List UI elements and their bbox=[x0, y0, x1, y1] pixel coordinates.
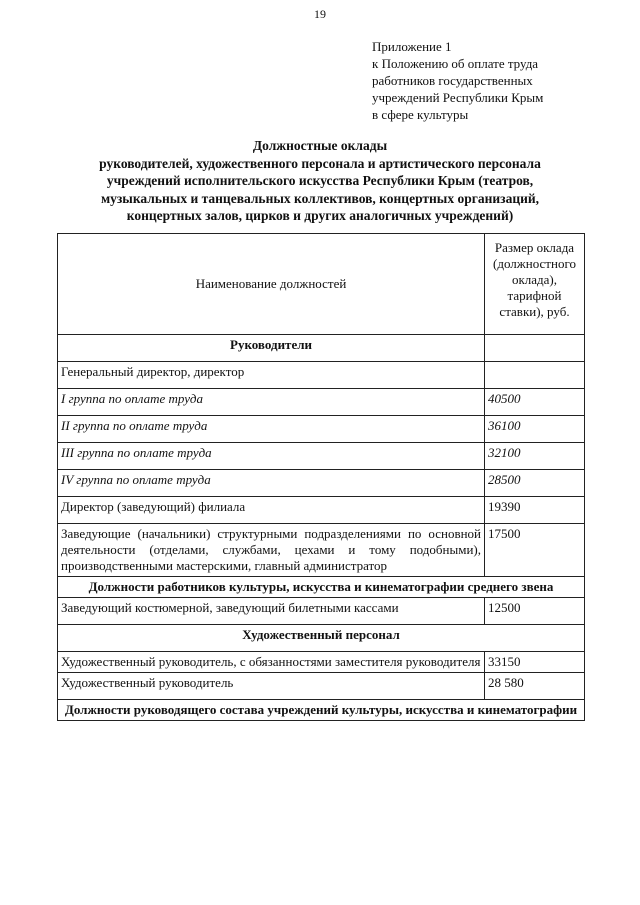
section-title: Должности работников культуры, искусства и кинематографии среднего звена bbox=[58, 577, 585, 598]
section-title: Должности руководящего состава учреждений культуры, искусства и кинематографии bbox=[58, 700, 585, 721]
position-name: III группа по оплате труда bbox=[58, 443, 485, 470]
position-name: Художественный руководитель bbox=[58, 673, 485, 700]
salary-value: 17500 bbox=[485, 524, 585, 577]
page-number: 19 bbox=[314, 7, 326, 21]
position-name: IV группа по оплате труда bbox=[58, 470, 485, 497]
table-row bbox=[58, 673, 585, 700]
table-row bbox=[58, 362, 585, 389]
position-name: Художественный руководитель, с обязанностями заместителя руководителя bbox=[58, 652, 485, 673]
header-position-name: Наименование должностей bbox=[58, 234, 485, 335]
header-salary-size: Размер оклада (должностного оклада), тарифной ставки), руб. bbox=[485, 234, 585, 335]
title-line: концертных залов, цирков и других аналогичных учреждений) bbox=[126, 208, 514, 223]
salary-table bbox=[57, 233, 585, 721]
table-row bbox=[58, 598, 585, 625]
position-name: Заведующий костюмерной, заведующий билетными кассами bbox=[58, 598, 485, 625]
table-row bbox=[58, 524, 585, 577]
appendix-line: к Положению об оплате труда bbox=[372, 56, 539, 71]
title-line: учреждений исполнительского искусства Республики Крым (театров, bbox=[106, 173, 534, 188]
document-title bbox=[30, 137, 610, 225]
title-line: Должностные оклады bbox=[252, 138, 388, 153]
section-title: Художественный персонал bbox=[58, 625, 585, 652]
salary-value: 28 580 bbox=[485, 673, 585, 700]
salary-value: 40500 bbox=[485, 389, 585, 416]
salary-value: 36100 bbox=[485, 416, 585, 443]
section-row bbox=[58, 577, 585, 598]
table-row bbox=[58, 497, 585, 524]
table-row bbox=[58, 416, 585, 443]
title-line: руководителей, художественного персонала и артистического персонала bbox=[99, 155, 541, 171]
table-row bbox=[58, 443, 585, 470]
position-name: Генеральный директор, директор bbox=[58, 362, 485, 389]
appendix-line: учреждений Республики Крым bbox=[372, 90, 544, 105]
section-row bbox=[58, 700, 585, 721]
table-row bbox=[58, 389, 585, 416]
salary-value: 28500 bbox=[485, 470, 585, 497]
position-name: Заведующие (начальники) структурными подразделениями по основной деятельности (отделами, службами, цехами и тому подобными), производственными мастерскими, главный администратор bbox=[58, 524, 485, 577]
salary-value: 33150 bbox=[485, 652, 585, 673]
section-title: Руководители bbox=[58, 335, 485, 362]
title-line: музыкальных и танцевальных коллективов, концертных организаций, bbox=[100, 190, 540, 206]
appendix-line: Приложение 1 bbox=[372, 39, 452, 54]
salary-value: 19390 bbox=[485, 497, 585, 524]
appendix-note bbox=[372, 38, 622, 123]
salary-value: 12500 bbox=[485, 598, 585, 625]
salary-value bbox=[485, 362, 585, 389]
position-name: I группа по оплате труда bbox=[58, 389, 485, 416]
appendix-line: работников государственных bbox=[372, 73, 533, 88]
table-row bbox=[58, 470, 585, 497]
section-empty-cell bbox=[485, 335, 585, 362]
table-row bbox=[58, 652, 585, 673]
position-name: Директор (заведующий) филиала bbox=[58, 497, 485, 524]
position-name: II группа по оплате труда bbox=[58, 416, 485, 443]
section-row bbox=[58, 335, 585, 362]
salary-value: 32100 bbox=[485, 443, 585, 470]
appendix-line: в сфере культуры bbox=[372, 107, 469, 122]
table-header-row bbox=[58, 234, 585, 335]
section-row bbox=[58, 625, 585, 652]
